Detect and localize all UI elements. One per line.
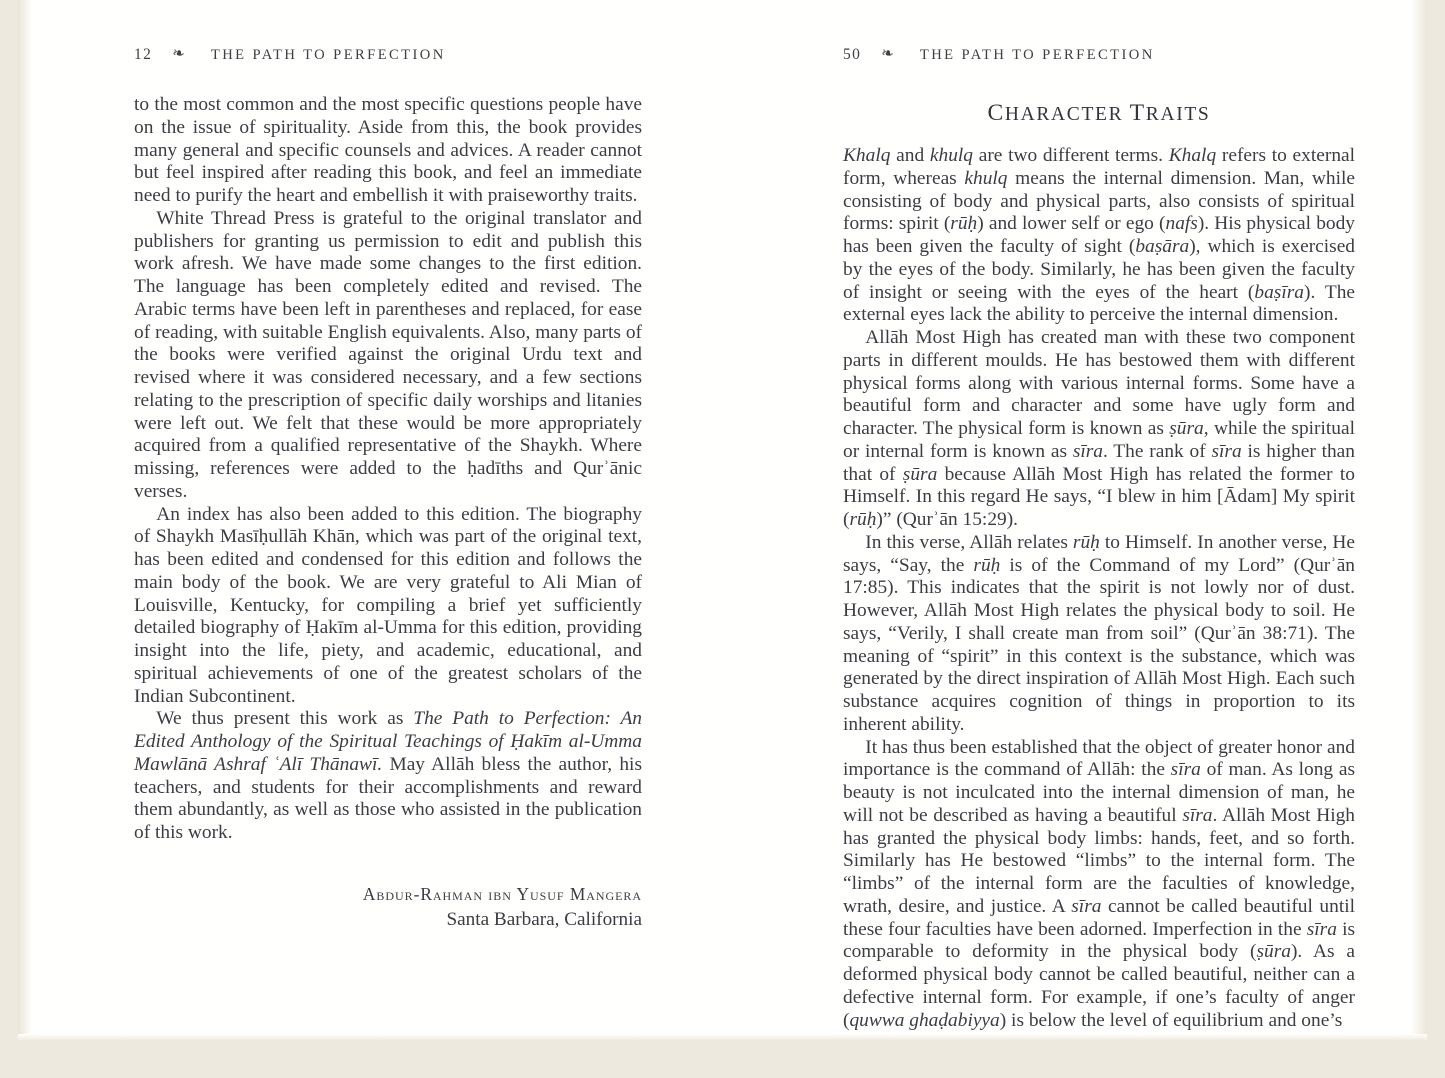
leaf-ornament-icon: ❧	[880, 45, 895, 63]
paragraph-presentation: We thus present this work as The Path to Perfection: An Edited Anthology of the Spiritual Teachings of Ḥakīm al-Umma Mawlānā Ashraf ʿAlī Thānawī. May Allāh bless the author, his teachers, and students for their accomplishments and reward them abundantly, as well as those who assisted in the publication of this work.	[134, 708, 643, 843]
right-running-head-title: THE PATH TO PERFECTION	[919, 47, 1155, 63]
signature-name: Abdur-Rahman ibn Yusuf Mangera	[362, 883, 642, 904]
leaf-ornament-icon: ❧	[171, 45, 186, 63]
right-page	[843, 0, 1355, 1040]
paragraph-white-thread-press: White Thread Press is grateful to the original translator and publishers for granting us permission to edit and publish this work afresh. We have made some changes to the first edition. The language has been completely edited and revised. The Arabic terms have been left in parentheses and replaced, for ease of reading, with suitable English equivalents. Also, many parts of the books were verified against the original Urdu text and revised where it was considered necessary, and a few sections relating to the prescription of specific daily worships and litanies were left out. We felt that these would be more appropriately acquired from a qualified representative of the Shaykh. Where missing, references were added to the ḥadīths and Qurʾānic verses.	[134, 207, 642, 502]
paragraph-two-component-parts: Allāh Most High has created man with these two component parts in different moulds. He has bestowed them with different physical forms along with various internal forms. Some have a beautiful form and character and some have ugly form and character. The physical form is known as ṣūra, while the spiritual or internal form is known as sīra. The rank of sīra is higher than that of ṣūra because Allāh Most High has related the former to Himself. In this regard He says, “I blew in him [Ādam] My spirit (rūḥ)” (Qurʾān 15:29).	[843, 327, 1355, 530]
paragraph-ruh-verses: In this verse, Allāh relates rūḥ to Himself. In another verse, He says, “Say, the rūḥ is of the Command of my Lord” (Qurʾān 17:85). This indicates that the spirit is not lowly nor of dust. However, Allāh Most High relates the physical body to soil. He says, “Verily, I shall create man from soil” (Qurʾān 38:71). The meaning of “spirit” in this context is the substance, which was generated by the direct inspiration of Allāh Most High. Each such substance acquires cognition of things in proportion to its inherent ability.	[843, 531, 1355, 735]
chapter-title: CHARACTER TRAITS	[987, 100, 1211, 126]
left-folio-number: 12	[134, 46, 153, 63]
signature-place: Santa Barbara, California	[446, 908, 642, 930]
left-page	[134, 0, 642, 1040]
paragraph-khalq-khulq: Khalq and khulq are two different terms. Khalq refers to external form, whereas khulq means the internal dimension. Man, while consisting of body and physical parts, also consists of spiritual forms: spirit (rūḥ) and lower self or ego (nafs). His physical body has been given the faculty of sight (baṣāra), which is exercised by the eyes of the body. Similarly, he has been given the faculty of insight or seeing with the eyes of the heart (baṣīra). The external eyes lack the ability to perceive the internal dimension.	[843, 145, 1356, 326]
right-folio-number: 50	[843, 46, 862, 63]
right-page-body	[843, 145, 1355, 1032]
right-running-head	[843, 0, 1355, 76]
signature-block	[134, 881, 642, 933]
paragraph-index-biography: An index has also been added to this edition. The biography of Shaykh Masīḥullāh Khān, which was part of the original text, has been edited and condensed for this edition and follows the main body of the book. We are very grateful to Ali Mian of Louisville, Kentucky, for compiling a brief yet sufficiently detailed biography of Ḥakīm al-Umma for this edition, providing insight into the life, piety, and academic, educational, and spiritual achievements of one of the greatest scholars of the Indian Subcontinent.	[134, 503, 642, 707]
left-running-head	[134, 0, 642, 76]
left-running-head-title: THE PATH TO PERFECTION	[210, 47, 446, 63]
paragraph-continuation: to the most common and the most specific questions people have on the issue of spirituality. Aside from this, the book provides many general and specific counsels and advices. A reader cannot but feel inspired after reading this book, and feel an immediate need to purify the heart and embellish it with praiseworthy traits.	[134, 94, 642, 206]
paragraph-sira-faculties: It has thus been established that the object of greater honor and importance is the command of Allāh: the sīra of man. As long as beauty is not inculcated into the internal dimension of man, he will not be described as having a beautiful sīra. Allāh Most High has granted the physical body limbs: hands, feet, and so forth. Similarly has He bestowed “limbs” to the internal form. The “limbs” of the internal form are the faculties of knowledge, wrath, desire, and justice. A sīra cannot be called beautiful until these four faculties have been adorned. Imperfection in the sīra is comparable to deformity in the physical body (ṣūra). As a deformed physical body cannot be called beautiful, neither can a defective internal form. For example, if one’s faculty of anger (quwwa ghaḍabiyya) is below the level of equilibrium and one’s	[843, 736, 1356, 1031]
left-page-body	[134, 94, 642, 845]
